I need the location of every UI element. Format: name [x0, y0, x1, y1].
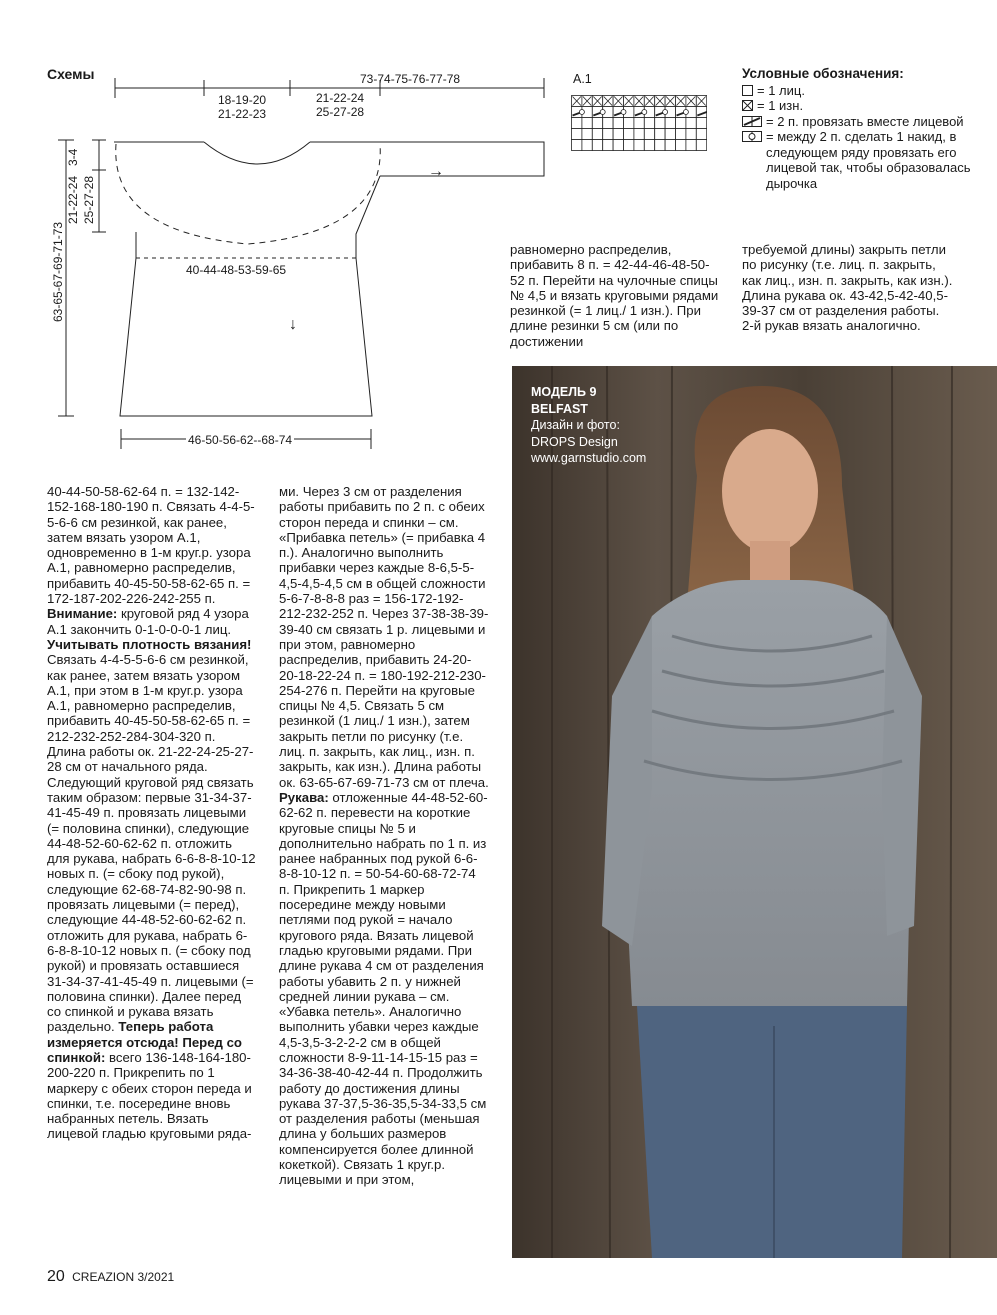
- text-run: всего 136-148-164-180-200-220 п. Прикрепить по 1 маркеру с обеих сторон переда и спинки, т.е. посередине вновь набранных петель. Вязать лицевой гладью круговыми ряда-: [47, 1049, 252, 1142]
- chart-cell: [624, 129, 634, 140]
- schema-title: Схемы: [47, 66, 95, 82]
- designer: DROPS Design: [531, 434, 618, 449]
- neck-width: 18-19-20 21-22-23: [218, 93, 267, 121]
- bottom-width: 46-50-56-62--68-74: [188, 433, 293, 447]
- chart-cell: [655, 140, 665, 151]
- chart-cell: [676, 129, 686, 140]
- chart-cell: [676, 96, 686, 107]
- chart-cell: [634, 96, 644, 107]
- chart-cell: [624, 140, 634, 151]
- chart-cell: [613, 129, 623, 140]
- photo-credit: [531, 384, 646, 467]
- chart-cell: [634, 129, 644, 140]
- chart-cell: [624, 96, 634, 107]
- yoke-width: 40-44-48-53-59-65: [186, 263, 287, 277]
- sleeve-text-end: требуемой длины) закрыть петли по рисунку (т.е. лиц. п. закрыть, как лиц., изн. п. закрыть, как изн.). Длина рукава ок. 43-42,5-42-40,5-39-37 см от разделения работы. 2-й рукав вязать аналогично.: [742, 242, 953, 334]
- text-run: Перед со спинкой:: [47, 1034, 242, 1065]
- sleeve-text-continued: равномерно распределив, прибавить 8 п. = 42-44-46-48-50-52 п. Перейти на чулочные спицы № 4,5 и вязать круговыми рядами резинкой (= 1 лиц./ 1 изн.). При длине резинки 5 см (или по достижении: [510, 242, 719, 349]
- website: www.garnstudio.com: [531, 451, 647, 465]
- chart-cell: [634, 140, 644, 151]
- chart-cell: [613, 118, 623, 129]
- chart-cell: [665, 96, 675, 107]
- arrow-right-icon: →: [428, 163, 444, 180]
- k2tog-icon: [742, 116, 762, 127]
- chart-cell: [686, 118, 696, 129]
- chart-cell: [655, 129, 665, 140]
- chart-cell: [696, 96, 706, 107]
- chart-cell: [603, 96, 613, 107]
- chart-cell: [686, 129, 696, 140]
- chart-cell: [696, 118, 706, 129]
- yoke-length: 21-22-24: [66, 175, 80, 224]
- chart-cell: [592, 129, 602, 140]
- legend-item-knit: = 1 лиц.: [742, 83, 982, 99]
- garment-schema: [0, 0, 560, 460]
- instructions-column-2: [279, 484, 489, 1259]
- chart-cell: [696, 129, 706, 140]
- chart-cell: [603, 118, 613, 129]
- model-name: BELFAST: [531, 401, 588, 416]
- chart-cell: [644, 140, 654, 151]
- chart-cell: [665, 140, 675, 151]
- chart-cell: [572, 129, 582, 140]
- chart-cell: [582, 140, 592, 151]
- text-run: Теперь работа измеряется отсюда!: [47, 1019, 214, 1050]
- text-run: Рукава:: [279, 789, 329, 805]
- chart-cell: [686, 140, 696, 151]
- design-label: Дизайн и фото:: [531, 418, 620, 432]
- model-number: МОДЕЛЬ 9: [531, 385, 597, 399]
- text-run: Связать 4-4-5-5-6-6 см резинкой, как ранее, затем вязать узором A.1, при этом в 1-м круг.р. узора A.1, равномерно распределив, прибавить 40-45-50-58-62-65 п. = 212-232-252-284-304-320 п. Длина работы ок. 21-22-24-25-27-28 см от начального ряда. Следующий круговой ряд связать таким образом: первые 31-34-37-41-45-49 п. провязать лицевыми (= половина спинки), следующие 44-48-52-60-62-62 п. отложить для рукава, набрать 6-6-8-8-10-12 новых п. (= сбоку под рукой), следующие 62-68-74-82-90-98 п. провязать лицевыми (= перед), следующие 44-48-52-60-62-62 п. отложить для рукава, набрать 6-6-8-8-10-12 новых п. (= сбоку под рукой) и провязать оставшиеся 31-34-37-41-45-49 п. лицевыми (= половина спинки). Далее перед со спинкой и рукава вязать раздельно.: [47, 652, 256, 1035]
- magazine-issue: CREAZION 3/2021: [72, 1270, 175, 1284]
- text-run: круговой ряд 4 узора A.1 закончить 0-1-0-0-0-1 лиц.: [47, 606, 249, 637]
- yarn-over-icon: [742, 131, 762, 142]
- chart-cell: [634, 118, 644, 129]
- chart-cell: [655, 118, 665, 129]
- legend-item-yarn-over: = между 2 п. сделать 1 накид, в следующем ряду провязать его лицевой так, чтобы образовалась дырочка: [742, 129, 982, 191]
- chart-cell: [644, 96, 654, 107]
- cross-square-icon: [742, 100, 753, 111]
- chart-cell: [644, 118, 654, 129]
- chart-cell: [603, 140, 613, 151]
- chart-cell: [665, 118, 675, 129]
- yoke-length-2: 25-27-28: [82, 175, 96, 224]
- chart-cell: [582, 118, 592, 129]
- chart-cell: [592, 118, 602, 129]
- arrow-down-icon: ↓: [289, 316, 297, 333]
- text-run: ми. Через 3 см от разделения работы прибавить по 2 п. с обеих сторон переда и спинки – см. «Прибавка петель» (= прибавка 4 п.). Аналогично выполнить прибавки через каждые 8-6,5-5-4,5-4,5-4,5 см в общей сложности 5-6-7-8-8-8 раз = 156-172-192-212-232-252 п. Через 37-38-38-39-39-40 см связать 1 р. лицевыми и при этом, равномерно распределив, прибавить 24-20-20-18-22-24 п. = 180-192-212-230-254-276 п. Перейти на круговые спицы № 4,5. Связать 5 см резинкой (1 лиц./ 1 изн.), затем закрыть петли по рисунку (т.е. лиц. п. закрыть, как лиц., изн. п. закрыть, как изн.). Длина работы ок. 63-65-67-69-71-73 см от плеча.: [279, 484, 489, 790]
- text-run: 40-44-50-58-62-64 п. = 132-142-152-168-180-190 п. Связать 4-4-5-5-6-6 см резинкой, как ранее, затем вязать узором A.1, одновременно в 1-м круг.р. узора A.1, равномерно распределив, прибавить 40-45-50-58-62-65 п. = 172-187-202-226-242-255 п.: [47, 484, 255, 607]
- chart-label: A.1: [573, 72, 592, 86]
- chart-cell: [582, 96, 592, 107]
- chart-cell: [582, 129, 592, 140]
- chart-cell: [644, 129, 654, 140]
- chart-cell: [603, 129, 613, 140]
- shoulder-width: 21-22-24 25-27-28: [316, 91, 365, 119]
- chart-cell: [655, 96, 665, 107]
- chart-cell: [592, 96, 602, 107]
- text-run: Внимание:: [47, 606, 118, 622]
- model-photo: [512, 366, 997, 1258]
- legend-item-purl: = 1 изн.: [742, 98, 982, 114]
- page-number: 20: [47, 1268, 65, 1285]
- chart-cell: [572, 140, 582, 151]
- chart-cell: [592, 140, 602, 151]
- chart-cell: [665, 129, 675, 140]
- chart-cell: [613, 140, 623, 151]
- legend: [742, 66, 982, 191]
- chart-cell: [572, 96, 582, 107]
- total-length: 63-65-67-69-71-73: [51, 221, 65, 322]
- text-run: отложенные 44-48-52-60-62-62 п. перевести на короткие круговые спицы № 5 и дополнительно набрать по 1 п. из ранее набранных под рукой 6-6-8-8-10-12 п. = 50-54-60-68-72-74 п. Прикрепить 1 маркер посередине между новыми петлями под рукой = начало кругового ряда. Вязать лицевой гладью круговыми рядами. При длине рукава 4 см от разделения работы убавить 2 п. у нижней средней линии рукава – см. «Убавка петель». Аналогично выполнить убавки через каждые 4,5-3,5-3-2-2-2 см в общей сложности 8-9-11-14-15-15 раз = 34-36-38-40-42-44 п. Продолжить работу до достижения длины рукава 37-37,5-36-35,5-34-33,5 см от разделения работы (меньшая длина у больших размеров компенсируется более длинной кокеткой). Связать 1 круг.р. лицевыми и при этом,: [279, 789, 488, 1188]
- legend-title: Условные обозначения:: [742, 66, 904, 81]
- legend-item-k2tog: = 2 п. провязать вместе лицевой: [742, 114, 982, 130]
- chart-cell: [613, 96, 623, 107]
- chart-cell: [676, 118, 686, 129]
- chart-cell: [686, 96, 696, 107]
- chart-cell: [624, 118, 634, 129]
- chart-cell: [696, 107, 707, 118]
- chart-cell: [696, 140, 706, 151]
- pattern-chart-a1: [571, 95, 707, 153]
- text-run: Учитывать плотность вязания!: [47, 636, 252, 652]
- empty-square-icon: [742, 85, 753, 96]
- neck-depth: 3-4: [66, 148, 80, 166]
- instructions-column-1: [47, 484, 257, 1259]
- chart-cell: [572, 118, 582, 129]
- photo-illustration: [512, 366, 997, 1258]
- top-width: 73-74-75-76-77-78: [360, 72, 461, 86]
- page-footer: [47, 1268, 174, 1286]
- chart-cell: [676, 140, 686, 151]
